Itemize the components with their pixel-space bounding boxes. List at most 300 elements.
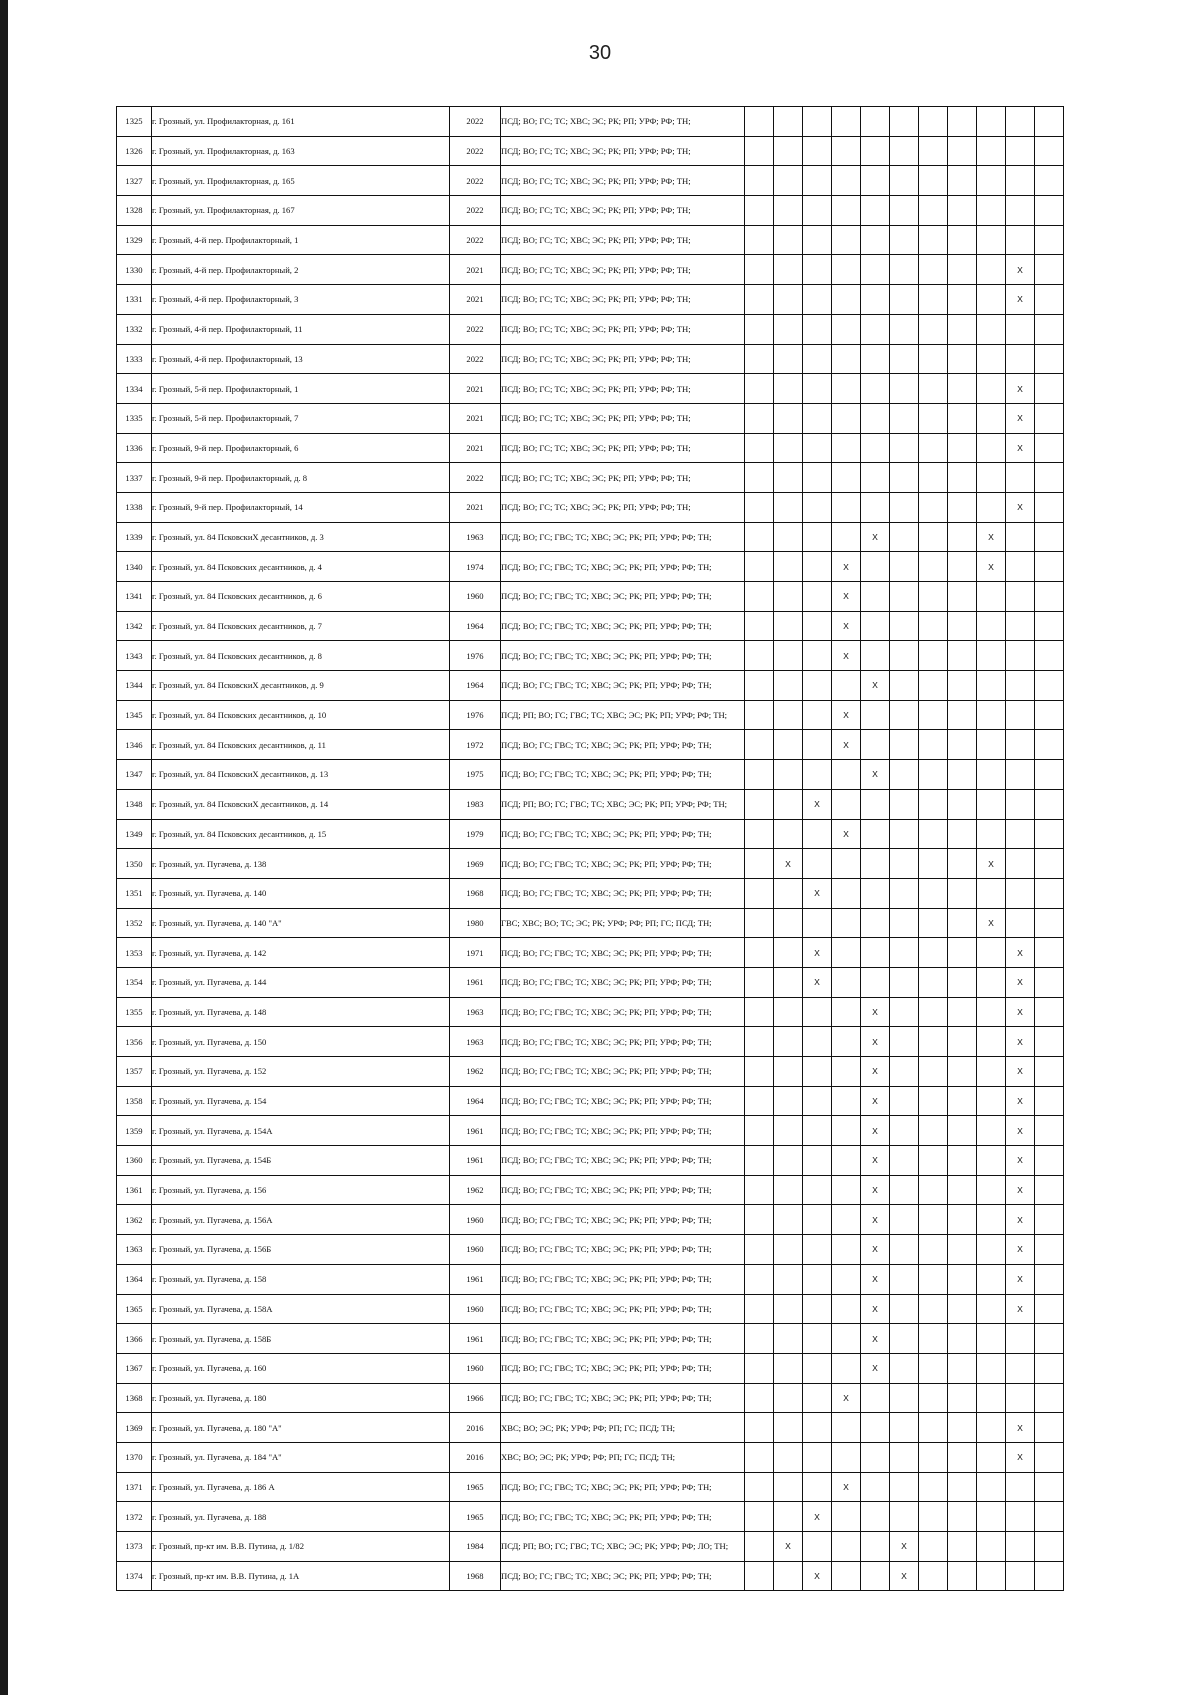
table-row bbox=[117, 760, 1064, 790]
table-row bbox=[117, 1413, 1064, 1443]
period-mark: X bbox=[1006, 1442, 1035, 1472]
table-row bbox=[117, 1264, 1064, 1294]
works-list-cell bbox=[501, 1264, 745, 1294]
address-cell: г. Грозный, ул. 84 ПсковскиХ десантников, д. 14 bbox=[152, 789, 450, 819]
works-list-text: ПСД; ВО; ГС; ГВС; ТС; ХВС; ЭС; РК; РП; УРФ; РФ; ТН; bbox=[501, 977, 712, 988]
mark-cell bbox=[890, 1294, 919, 1324]
period-mark: X bbox=[1006, 938, 1035, 968]
mark-cell bbox=[774, 1175, 803, 1205]
table-row bbox=[117, 1027, 1064, 1057]
works-list-cell bbox=[501, 1383, 745, 1413]
period-mark: X bbox=[861, 1175, 890, 1205]
mark-cell bbox=[803, 1324, 832, 1354]
period-mark: X bbox=[1006, 997, 1035, 1027]
mark-cell bbox=[890, 1442, 919, 1472]
mark-cell bbox=[890, 1027, 919, 1057]
mark-cell bbox=[774, 878, 803, 908]
mark-cell bbox=[774, 1264, 803, 1294]
mark-cell bbox=[861, 967, 890, 997]
mark-cell bbox=[774, 1442, 803, 1472]
mark-cell bbox=[1006, 819, 1035, 849]
mark-cell bbox=[803, 641, 832, 671]
period-mark: X bbox=[861, 1294, 890, 1324]
mark-cell bbox=[977, 225, 1006, 255]
mark-cell bbox=[890, 1086, 919, 1116]
mark-cell bbox=[803, 1116, 832, 1146]
mark-cell bbox=[861, 1413, 890, 1443]
mark-cell bbox=[861, 908, 890, 938]
mark-cell bbox=[745, 255, 774, 285]
mark-cell bbox=[832, 344, 861, 374]
mark-cell bbox=[861, 1472, 890, 1502]
mark-cell bbox=[948, 403, 977, 433]
mark-cell bbox=[861, 552, 890, 582]
row-number-cell: 1352 bbox=[117, 908, 152, 938]
row-number-cell: 1358 bbox=[117, 1086, 152, 1116]
year-built-cell: 1965 bbox=[450, 1472, 501, 1502]
mark-cell bbox=[1035, 314, 1064, 344]
works-list-text: ПСД; ВО; ГС; ГВС; ТС; ХВС; ЭС; РК; РП; УРФ; РФ; ТН; bbox=[501, 650, 712, 661]
mark-cell bbox=[1006, 344, 1035, 374]
works-list-cell bbox=[501, 107, 745, 137]
mark-cell bbox=[948, 1383, 977, 1413]
mark-cell bbox=[1035, 374, 1064, 404]
mark-cell bbox=[745, 344, 774, 374]
mark-cell bbox=[1006, 136, 1035, 166]
mark-cell bbox=[890, 730, 919, 760]
mark-cell bbox=[1035, 1413, 1064, 1443]
mark-cell bbox=[1006, 1383, 1035, 1413]
period-mark: X bbox=[832, 1472, 861, 1502]
mark-cell bbox=[745, 1324, 774, 1354]
row-number-cell: 1338 bbox=[117, 492, 152, 522]
year-built-cell: 1979 bbox=[450, 819, 501, 849]
year-built-cell: 2016 bbox=[450, 1442, 501, 1472]
row-number-cell: 1347 bbox=[117, 760, 152, 790]
mark-cell bbox=[774, 1353, 803, 1383]
mark-cell bbox=[803, 463, 832, 493]
mark-cell bbox=[803, 1383, 832, 1413]
works-list-cell bbox=[501, 1235, 745, 1265]
mark-cell bbox=[977, 641, 1006, 671]
mark-cell bbox=[977, 967, 1006, 997]
mark-cell bbox=[832, 1353, 861, 1383]
address-cell: г. Грозный, 4-й пер. Профилакторный, 11 bbox=[152, 314, 450, 344]
mark-cell bbox=[948, 285, 977, 315]
mark-cell bbox=[832, 1027, 861, 1057]
mark-cell bbox=[1035, 1502, 1064, 1532]
mark-cell bbox=[977, 1561, 1006, 1591]
mark-cell bbox=[890, 789, 919, 819]
mark-cell bbox=[803, 1235, 832, 1265]
mark-cell bbox=[948, 878, 977, 908]
year-built-cell: 2021 bbox=[450, 285, 501, 315]
mark-cell bbox=[890, 255, 919, 285]
works-list-text: ПСД; ВО; ГС; ГВС; ТС; ХВС; ЭС; РК; РП; УРФ; РФ; ТН; bbox=[501, 888, 712, 899]
mark-cell bbox=[745, 1235, 774, 1265]
mark-cell bbox=[977, 1532, 1006, 1562]
mark-cell bbox=[861, 1561, 890, 1591]
mark-cell bbox=[832, 136, 861, 166]
table-row bbox=[117, 403, 1064, 433]
mark-cell bbox=[1035, 641, 1064, 671]
mark-cell bbox=[890, 136, 919, 166]
mark-cell bbox=[832, 225, 861, 255]
mark-cell bbox=[977, 166, 1006, 196]
mark-cell bbox=[745, 403, 774, 433]
works-list-cell bbox=[501, 1086, 745, 1116]
works-list-cell bbox=[501, 1324, 745, 1354]
year-built-cell: 2021 bbox=[450, 492, 501, 522]
row-number-cell: 1332 bbox=[117, 314, 152, 344]
mark-cell bbox=[919, 1057, 948, 1087]
mark-cell bbox=[861, 285, 890, 315]
period-mark: X bbox=[803, 789, 832, 819]
mark-cell bbox=[803, 492, 832, 522]
address-cell: г. Грозный, ул. Пугачева, д. 154А bbox=[152, 1116, 450, 1146]
mark-cell bbox=[948, 611, 977, 641]
mark-cell bbox=[832, 463, 861, 493]
mark-cell bbox=[774, 136, 803, 166]
mark-cell bbox=[1006, 463, 1035, 493]
mark-cell bbox=[745, 552, 774, 582]
mark-cell bbox=[948, 967, 977, 997]
mark-cell bbox=[977, 196, 1006, 226]
mark-cell bbox=[774, 700, 803, 730]
year-built-cell: 2021 bbox=[450, 255, 501, 285]
works-list-text: ПСД; ВО; ГС; ГВС; ТС; ХВС; ЭС; РК; РП; УРФ; РФ; ТН; bbox=[501, 531, 712, 542]
table-row bbox=[117, 1175, 1064, 1205]
mark-cell bbox=[832, 1205, 861, 1235]
mark-cell bbox=[977, 582, 1006, 612]
mark-cell bbox=[861, 1532, 890, 1562]
mark-cell bbox=[977, 285, 1006, 315]
mark-cell bbox=[919, 908, 948, 938]
period-mark: X bbox=[861, 1086, 890, 1116]
mark-cell bbox=[803, 1175, 832, 1205]
mark-cell bbox=[745, 1264, 774, 1294]
works-list-text: ПСД; ВО; ГС; ТС; ХВС; ЭС; РК; РП; УРФ; РФ; ТН; bbox=[501, 324, 691, 335]
mark-cell bbox=[832, 789, 861, 819]
year-built-cell: 1964 bbox=[450, 1086, 501, 1116]
works-list-text: ПСД; ВО; ГС; ТС; ХВС; ЭС; РК; РП; УРФ; РФ; ТН; bbox=[501, 294, 691, 305]
mark-cell bbox=[948, 136, 977, 166]
address-cell: г. Грозный, 9-й пер. Профилакторный, 14 bbox=[152, 492, 450, 522]
mark-cell bbox=[774, 1235, 803, 1265]
period-mark: X bbox=[1006, 1235, 1035, 1265]
year-built-cell: 1963 bbox=[450, 1027, 501, 1057]
table-row bbox=[117, 671, 1064, 701]
year-built-cell: 2022 bbox=[450, 196, 501, 226]
mark-cell bbox=[977, 1353, 1006, 1383]
mark-cell bbox=[832, 433, 861, 463]
period-mark: X bbox=[861, 1116, 890, 1146]
mark-cell bbox=[774, 1413, 803, 1443]
mark-cell bbox=[977, 611, 1006, 641]
mark-cell bbox=[948, 700, 977, 730]
year-built-cell: 2022 bbox=[450, 344, 501, 374]
mark-cell bbox=[1035, 819, 1064, 849]
mark-cell bbox=[919, 136, 948, 166]
mark-cell bbox=[803, 849, 832, 879]
mark-cell bbox=[1035, 611, 1064, 641]
mark-cell bbox=[977, 1413, 1006, 1443]
mark-cell bbox=[803, 255, 832, 285]
works-list-text: ПСД; ВО; ГС; ГВС; ТС; ХВС; ЭС; РК; РП; УРФ; РФ; ТН; bbox=[501, 1274, 712, 1285]
mark-cell bbox=[919, 314, 948, 344]
mark-cell bbox=[977, 1294, 1006, 1324]
works-list-cell bbox=[501, 997, 745, 1027]
mark-cell bbox=[890, 1264, 919, 1294]
mark-cell bbox=[890, 1146, 919, 1176]
mark-cell bbox=[1006, 582, 1035, 612]
mark-cell bbox=[890, 997, 919, 1027]
mark-cell bbox=[774, 1561, 803, 1591]
period-mark: X bbox=[977, 552, 1006, 582]
address-cell: г. Грозный, ул. Пугачева, д. 156 bbox=[152, 1175, 450, 1205]
mark-cell bbox=[774, 611, 803, 641]
mark-cell bbox=[890, 819, 919, 849]
mark-cell bbox=[803, 1353, 832, 1383]
mark-cell bbox=[890, 641, 919, 671]
mark-cell bbox=[1006, 730, 1035, 760]
mark-cell bbox=[774, 789, 803, 819]
works-list-cell bbox=[501, 908, 745, 938]
mark-cell bbox=[919, 255, 948, 285]
mark-cell bbox=[977, 1057, 1006, 1087]
mark-cell bbox=[1006, 1532, 1035, 1562]
year-built-cell: 1968 bbox=[450, 1561, 501, 1591]
mark-cell bbox=[948, 1442, 977, 1472]
works-list-cell bbox=[501, 255, 745, 285]
row-number-cell: 1333 bbox=[117, 344, 152, 374]
year-built-cell: 1971 bbox=[450, 938, 501, 968]
year-built-cell: 1968 bbox=[450, 878, 501, 908]
mark-cell bbox=[832, 522, 861, 552]
period-mark: X bbox=[861, 671, 890, 701]
table-row bbox=[117, 789, 1064, 819]
mark-cell bbox=[861, 878, 890, 908]
mark-cell bbox=[803, 285, 832, 315]
mark-cell bbox=[803, 1057, 832, 1087]
mark-cell bbox=[919, 196, 948, 226]
mark-cell bbox=[861, 196, 890, 226]
mark-cell bbox=[948, 1116, 977, 1146]
row-number-cell: 1370 bbox=[117, 1442, 152, 1472]
period-mark: X bbox=[832, 582, 861, 612]
mark-cell bbox=[745, 967, 774, 997]
period-mark: X bbox=[832, 819, 861, 849]
table-row bbox=[117, 819, 1064, 849]
mark-cell bbox=[948, 1146, 977, 1176]
table-row bbox=[117, 908, 1064, 938]
mark-cell bbox=[803, 1264, 832, 1294]
mark-cell bbox=[803, 997, 832, 1027]
address-cell: г. Грозный, ул. Пугачева, д. 184 "А" bbox=[152, 1442, 450, 1472]
mark-cell bbox=[774, 314, 803, 344]
year-built-cell: 2022 bbox=[450, 166, 501, 196]
mark-cell bbox=[919, 760, 948, 790]
mark-cell bbox=[774, 196, 803, 226]
mark-cell bbox=[1035, 967, 1064, 997]
mark-cell bbox=[919, 849, 948, 879]
mark-cell bbox=[832, 967, 861, 997]
mark-cell bbox=[1006, 700, 1035, 730]
mark-cell bbox=[745, 611, 774, 641]
mark-cell bbox=[803, 314, 832, 344]
row-number-cell: 1328 bbox=[117, 196, 152, 226]
works-list-cell bbox=[501, 403, 745, 433]
mark-cell bbox=[919, 1205, 948, 1235]
row-number-cell: 1374 bbox=[117, 1561, 152, 1591]
works-list-text: ХВС; ВО; ЭС; РК; УРФ; РФ; РП; ГС; ПСД; ТН; bbox=[501, 1422, 676, 1433]
mark-cell bbox=[861, 1442, 890, 1472]
works-list-cell bbox=[501, 730, 745, 760]
mark-cell bbox=[977, 789, 1006, 819]
mark-cell bbox=[774, 374, 803, 404]
mark-cell bbox=[745, 997, 774, 1027]
mark-cell bbox=[919, 344, 948, 374]
row-number-cell: 1339 bbox=[117, 522, 152, 552]
year-built-cell: 1964 bbox=[450, 671, 501, 701]
mark-cell bbox=[948, 760, 977, 790]
year-built-cell: 1965 bbox=[450, 1502, 501, 1532]
year-built-cell: 1961 bbox=[450, 1146, 501, 1176]
mark-cell bbox=[803, 1086, 832, 1116]
works-list-cell bbox=[501, 433, 745, 463]
mark-cell bbox=[745, 878, 774, 908]
mark-cell bbox=[803, 819, 832, 849]
works-list-cell bbox=[501, 1294, 745, 1324]
mark-cell bbox=[832, 1502, 861, 1532]
year-built-cell: 1963 bbox=[450, 522, 501, 552]
table-row bbox=[117, 1116, 1064, 1146]
mark-cell bbox=[890, 374, 919, 404]
mark-cell bbox=[832, 878, 861, 908]
mark-cell bbox=[745, 819, 774, 849]
works-list-cell bbox=[501, 582, 745, 612]
mark-cell bbox=[1006, 1472, 1035, 1502]
row-number-cell: 1372 bbox=[117, 1502, 152, 1532]
mark-cell bbox=[948, 1086, 977, 1116]
mark-cell bbox=[948, 819, 977, 849]
mark-cell bbox=[919, 522, 948, 552]
address-cell: г. Грозный, ул. Пугачева, д. 140 bbox=[152, 878, 450, 908]
address-cell: г. Грозный, ул. Пугачева, д. 140 "А" bbox=[152, 908, 450, 938]
mark-cell bbox=[861, 136, 890, 166]
row-number-cell: 1353 bbox=[117, 938, 152, 968]
mark-cell bbox=[948, 1027, 977, 1057]
mark-cell bbox=[861, 700, 890, 730]
year-built-cell: 2016 bbox=[450, 1413, 501, 1443]
mark-cell bbox=[745, 1205, 774, 1235]
mark-cell bbox=[774, 1294, 803, 1324]
mark-cell bbox=[1035, 1561, 1064, 1591]
works-list-text: ПСД; ВО; ГС; ГВС; ТС; ХВС; ЭС; РК; РП; УРФ; РФ; ТН; bbox=[501, 828, 712, 839]
table-row bbox=[117, 166, 1064, 196]
row-number-cell: 1373 bbox=[117, 1532, 152, 1562]
year-built-cell: 1964 bbox=[450, 611, 501, 641]
mark-cell bbox=[774, 908, 803, 938]
mark-cell bbox=[948, 1205, 977, 1235]
period-mark: X bbox=[1006, 1413, 1035, 1443]
mark-cell bbox=[745, 908, 774, 938]
mark-cell bbox=[1006, 611, 1035, 641]
mark-cell bbox=[919, 1264, 948, 1294]
table-row bbox=[117, 1086, 1064, 1116]
mark-cell bbox=[977, 1205, 1006, 1235]
works-list-text: ПСД; ВО; ГС; ГВС; ТС; ХВС; ЭС; РК; РП; УРФ; РФ; ТН; bbox=[501, 947, 712, 958]
mark-cell bbox=[948, 582, 977, 612]
mark-cell bbox=[745, 374, 774, 404]
works-list-cell bbox=[501, 611, 745, 641]
mark-cell bbox=[919, 1027, 948, 1057]
works-list-cell bbox=[501, 344, 745, 374]
mark-cell bbox=[948, 1532, 977, 1562]
table-row bbox=[117, 492, 1064, 522]
mark-cell bbox=[832, 1413, 861, 1443]
mark-cell bbox=[1006, 552, 1035, 582]
mark-cell bbox=[832, 1146, 861, 1176]
works-list-text: ПСД; ВО; ГС; ГВС; ТС; ХВС; ЭС; РК; РП; УРФ; РФ; ТН; bbox=[501, 561, 712, 572]
mark-cell bbox=[948, 789, 977, 819]
table-row bbox=[117, 196, 1064, 226]
mark-cell bbox=[890, 1324, 919, 1354]
works-list-text: ПСД; ВО; ГС; ГВС; ТС; ХВС; ЭС; РК; РП; УРФ; РФ; ТН; bbox=[501, 769, 712, 780]
mark-cell bbox=[1006, 789, 1035, 819]
address-cell: г. Грозный, ул. 84 Псковских десантников, д. 7 bbox=[152, 611, 450, 641]
mark-cell bbox=[832, 997, 861, 1027]
period-mark: X bbox=[1006, 1294, 1035, 1324]
mark-cell bbox=[832, 255, 861, 285]
mark-cell bbox=[861, 938, 890, 968]
mark-cell bbox=[890, 196, 919, 226]
period-mark: X bbox=[1006, 1264, 1035, 1294]
table-row bbox=[117, 463, 1064, 493]
table-row bbox=[117, 1057, 1064, 1087]
mark-cell bbox=[919, 641, 948, 671]
mark-cell bbox=[919, 878, 948, 908]
works-list-cell bbox=[501, 136, 745, 166]
mark-cell bbox=[977, 1235, 1006, 1265]
mark-cell bbox=[832, 1175, 861, 1205]
period-mark: X bbox=[861, 997, 890, 1027]
mark-cell bbox=[861, 433, 890, 463]
mark-cell bbox=[803, 1146, 832, 1176]
mark-cell bbox=[1035, 196, 1064, 226]
works-list-text: ПСД; ВО; ГС; ГВС; ТС; ХВС; ЭС; РК; РП; УРФ; РФ; ТН; bbox=[501, 1066, 712, 1077]
period-mark: X bbox=[832, 1383, 861, 1413]
mark-cell bbox=[948, 552, 977, 582]
year-built-cell: 1962 bbox=[450, 1175, 501, 1205]
period-mark: X bbox=[861, 522, 890, 552]
table-row bbox=[117, 967, 1064, 997]
mark-cell bbox=[1035, 1294, 1064, 1324]
address-cell: г. Грозный, ул. Пугачева, д. 156А bbox=[152, 1205, 450, 1235]
mark-cell bbox=[1035, 522, 1064, 552]
works-list-cell bbox=[501, 463, 745, 493]
mark-cell bbox=[745, 225, 774, 255]
mark-cell bbox=[745, 1294, 774, 1324]
mark-cell bbox=[948, 433, 977, 463]
mark-cell bbox=[1006, 1561, 1035, 1591]
mark-cell bbox=[890, 552, 919, 582]
mark-cell bbox=[890, 1235, 919, 1265]
mark-cell bbox=[861, 789, 890, 819]
works-list-text: ПСД; ВО; ГС; ГВС; ТС; ХВС; ЭС; РК; РП; УРФ; РФ; ТН; bbox=[501, 1481, 712, 1492]
mark-cell bbox=[803, 1442, 832, 1472]
mark-cell bbox=[1006, 760, 1035, 790]
